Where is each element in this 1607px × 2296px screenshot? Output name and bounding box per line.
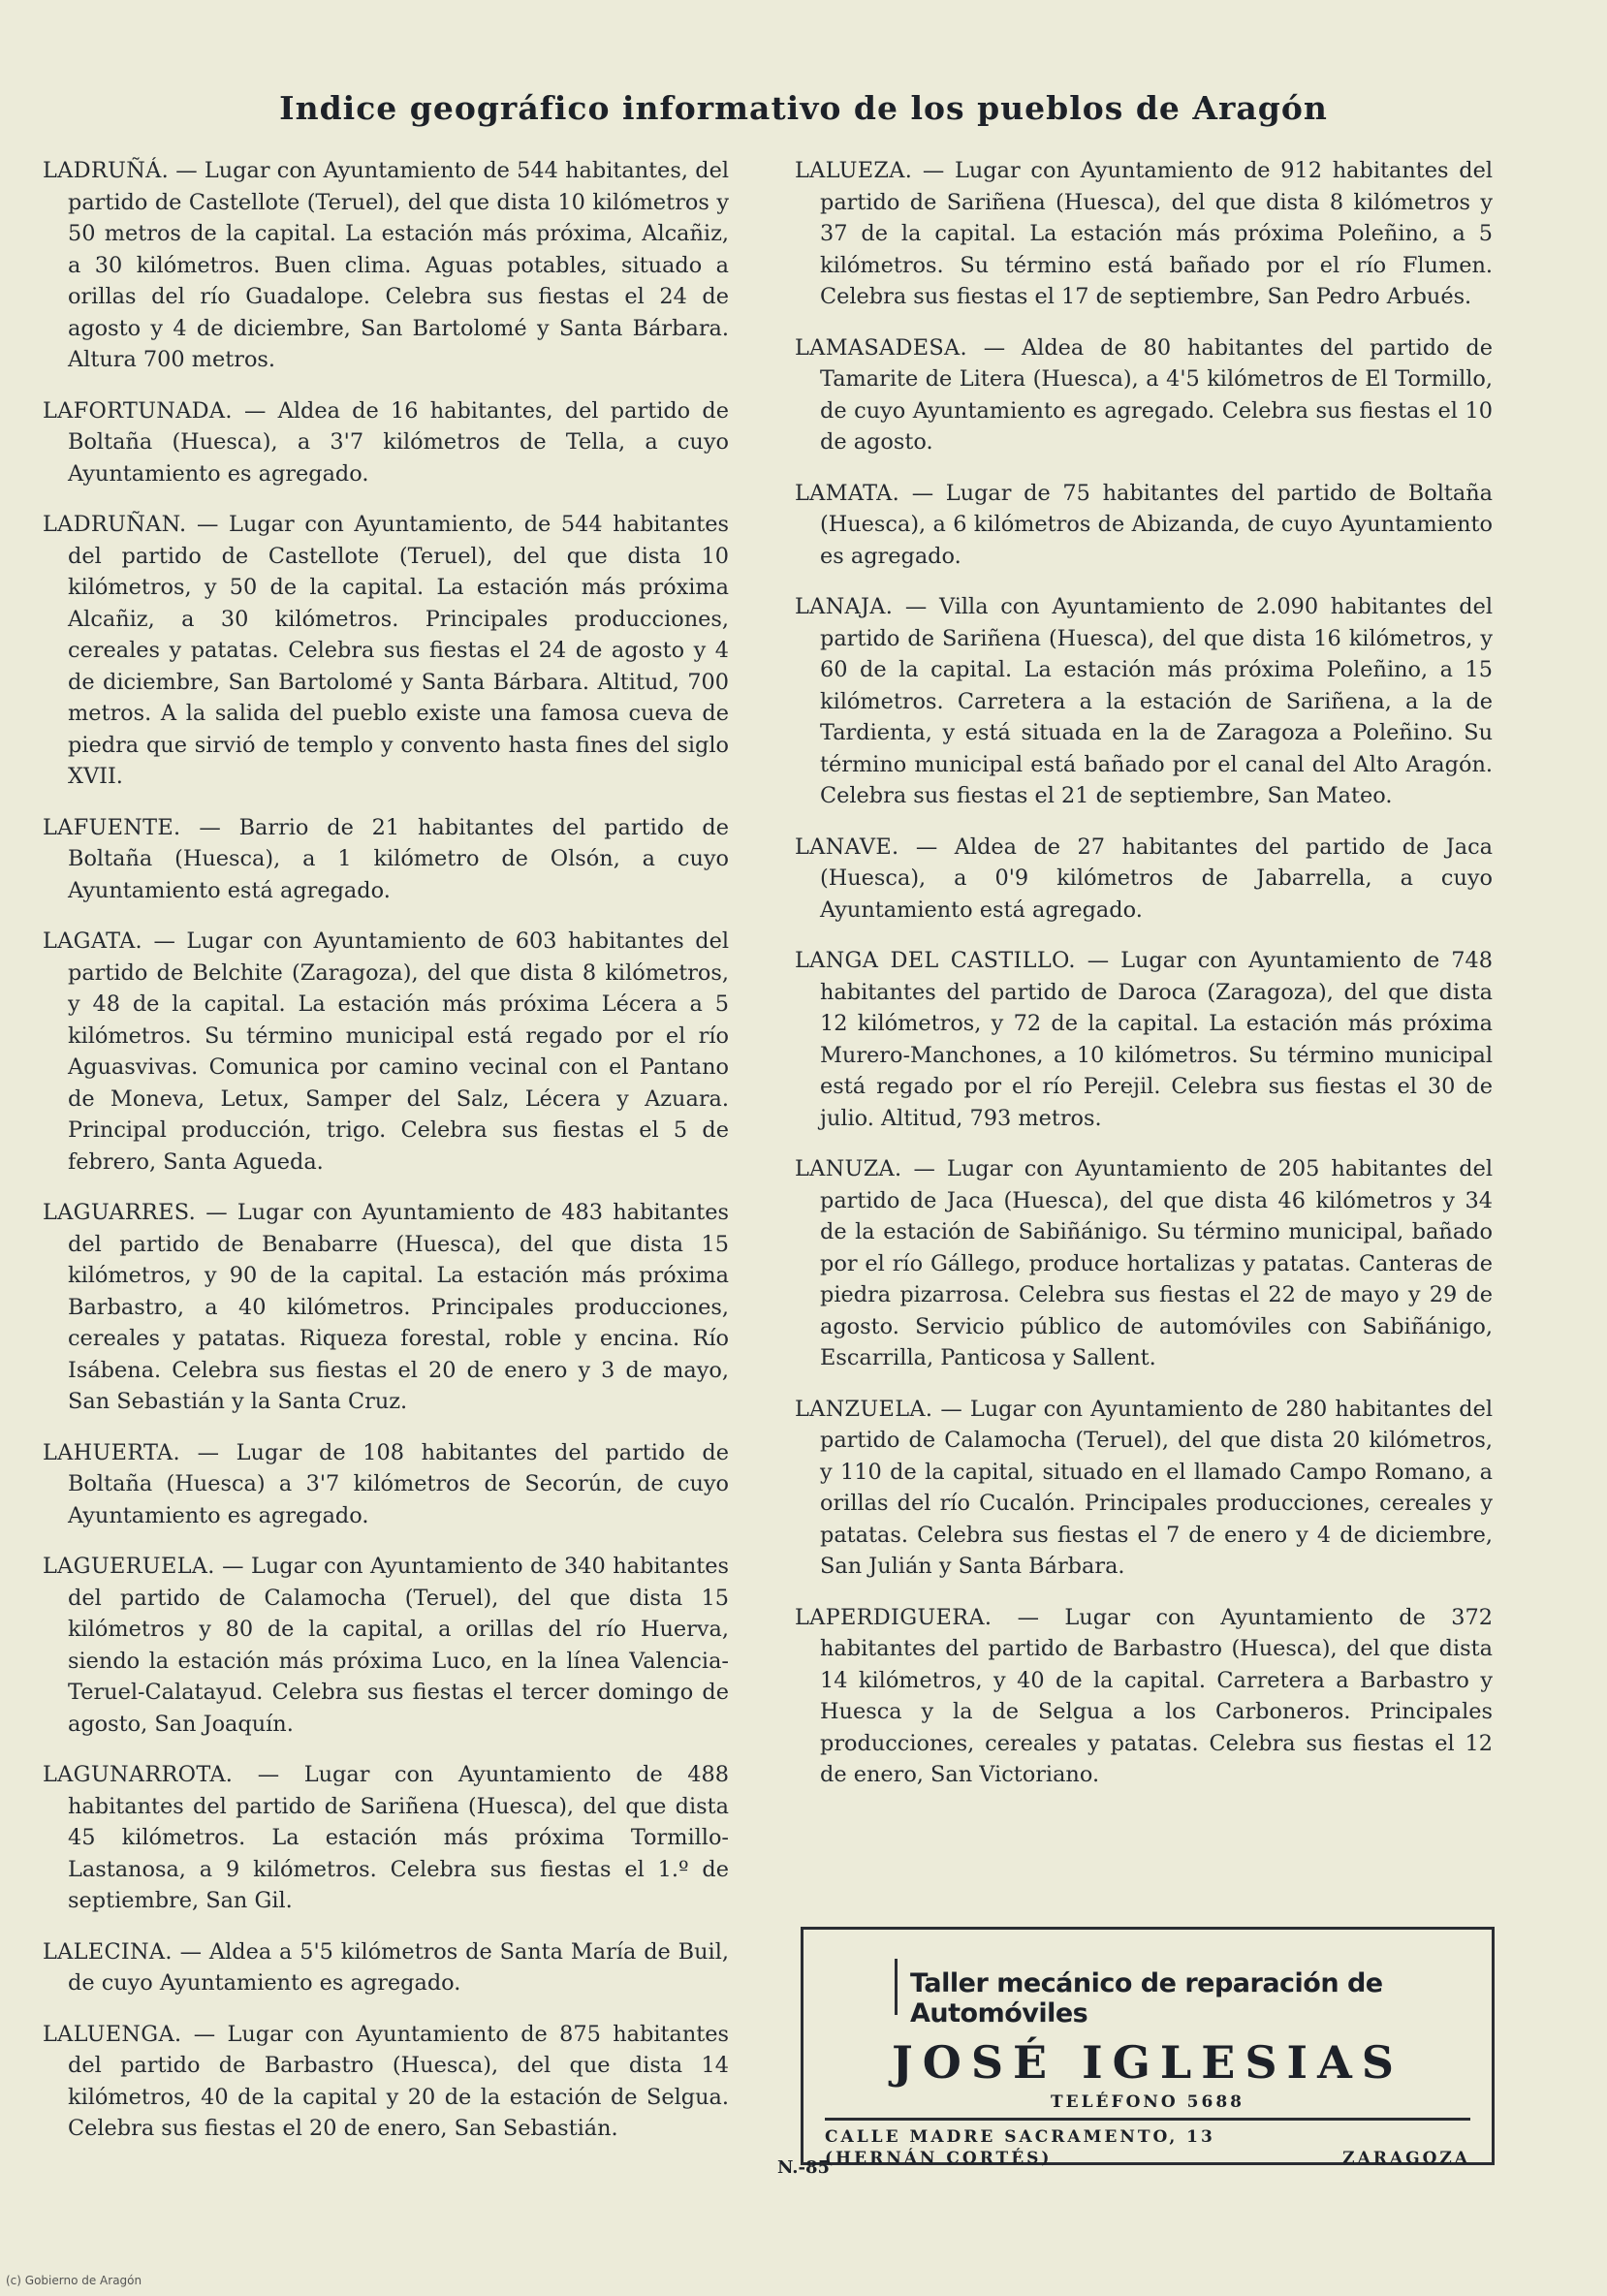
entry-text: Lugar con Ayuntamiento de 544 habitantes, del partido de Castellote (Teruel), del que dista 10 kilómetros y 50 metros de la capital. La estación más próxima, Alcañiz, a 30 kilómetros. Buen clima. Aguas potables, situado a orillas del río Guadalope. Celebra sus fiestas el 24 de agosto y 4 de diciembre, San Bartolomé y Santa Bárbara. Altura 700 metros. [68,158,729,372]
entry-text: Lugar con Ayuntamiento de 488 habitantes del partido de Sariñena (Huesca), del que dista 45 kilómetros. La estación más próxima Tormillo-Lastanosa, a 9 kilómetros. Celebra sus fiestas el 1.º de septiembre, San Gil. [68,1762,729,1913]
entry-lagunarrota: LAGUNARROTA. — Lugar con Ayuntamiento de 488 habitantes del partido de Sariñena (Huesca), del que dista 45 kilómetros. La estación más próxima Tormillo-Lastanosa, a 9 kilómetros. Celebra sus fiestas el 1.º de septiembre, San Gil. [43,1762,729,1913]
entry-name: LANZUELA. [795,1396,933,1422]
ad-divider [825,2118,1470,2121]
entry-name: LAFUENTE. [43,814,181,840]
right-column [795,155,1493,1810]
entry-text: Barrio de 21 habitantes del partido de Boltaña (Huesca), a 1 kilómetro de Olsón, a cuyo Ayuntamiento está agregado. [68,814,729,903]
entry-text: Aldea de 27 habitantes del partido de Jaca (Huesca), a 0'9 kilómetros de Jabarrella, a cuyo Ayuntamiento está agregado. [820,833,1493,923]
entry-name: LANUZA. [795,1156,902,1181]
entry-lalueza: LALUEZA. — Lugar con Ayuntamiento de 912 habitantes del partido de Sariñena (Huesca), del que dista 8 kilómetros y 37 de la capital. La estación más próxima Poleñino, a 5 kilómetros. Su término está bañado por el río Flumen. Celebra sus fiestas el 17 de septiembre, San Pedro Arbués. [795,158,1493,309]
advertisement-box [801,1927,1495,2168]
entry-name: LAFORTUNADA. [43,397,233,424]
entry-lanave: LANAVE. — Aldea de 27 habitantes del partido de Jaca (Huesca), a 0'9 kilómetros de Jabarrella, a cuyo Ayuntamiento está agregado. [795,833,1493,923]
entry-langa-del-castillo: LANGA DEL CASTILLO. — Lugar con Ayuntamiento de 748 habitantes del partido de Daroca (Zaragoza), del que dista 12 kilómetros, y 72 de la capital. La estación más próxima Murero-Manchones, a 10 kilómetros. Su término municipal está regado por el río Perejil. Celebra sus fiestas el 30 de julio. Altitud, 793 metros. [795,948,1493,1131]
entry-name: LAGUNARROTA. [43,1762,234,1787]
entry-lafortunada: LAFORTUNADA. — Aldea de 16 habitantes, del partido de Boltaña (Huesca), a 3'7 kilómetros de Tella, a cuyo Ayuntamiento es agregado. [43,397,729,487]
entry-lagata: LAGATA. — Lugar con Ayuntamiento de 603 habitantes del partido de Belchite (Zaragoza), del que dista 8 kilómetros, y 48 de la capital. La estación más próxima Lécera a 5 kilómetros. Su término municipal está regado por el río Aguasvivas. Comunica por camino vecinal con el Pantano de Moneva, Letux, Samper del Salz, Lécera y Azuara. Principal producción, trigo. Celebra sus fiestas el 5 de febrero, Santa Agueda. [43,928,729,1175]
entry-text: Aldea a 5'5 kilómetros de Santa María de Buil, de cuyo Ayuntamiento es agregado. [68,1938,729,1996]
entry-lanuza: LANUZA. — Lugar con Ayuntamiento de 205 habitantes del partido de Jaca (Huesca), del que dista 46 kilómetros y 34 de la estación de Sabiñánigo. Su término municipal, bañado por el río Gállego, produce hortalizas y patatas. Canteras de piedra pizarrosa. Celebra sus fiestas el 22 de mayo y 29 de agosto. Servicio público de automóviles con Sabiñánigo, Escarrilla, Panticosa y Sallent. [795,1156,1493,1370]
entry-laperdiguera: LAPERDIGUERA. — Lugar con Ayuntamiento de 372 habitantes del partido de Barbastro (Huesca), del que dista 14 kilómetros, y 40 de la capital. Carretera a Barbastro y Huesca y la de Selgua a los Carboneros. Principales producciones, cereales y patatas. Celebra sus fiestas el 12 de enero, San Victoriano. [795,1604,1493,1787]
entry-text: Villa con Ayuntamiento de 2.090 habitantes del partido de Sariñena (Huesca), del que dista 16 kilómetros, y 60 de la capital. La estación más próxima Poleñino, a 15 kilómetros. Carretera a la estación de Sariñena, a la de Tardienta, y está situada en la de Zaragoza a Poleñino. Su término municipal está bañado por el canal del Alto Aragón. Celebra sus fiestas el 21 de septiembre, San Mateo. [820,594,1493,808]
entry-lahuerta: LAHUERTA. — Lugar de 108 habitantes del partido de Boltaña (Huesca) a 3'7 kilómetros de Secorún, de cuyo Ayuntamiento es agregado. [43,1439,729,1528]
entry-lagueruela: LAGUERUELA. — Lugar con Ayuntamiento de 340 habitantes del partido de Calamocha (Teruel), del que dista 15 kilómetros y 80 de la capital, a orillas del río Huerva, siendo la estación más próxima Luco, en la línea Valencia-Teruel-Calatayud. Celebra sus fiestas el tercer domingo de agosto, San Joaquín. [43,1554,729,1737]
entry-name: LADRUÑÁ. [43,158,169,183]
entry-text: Lugar con Ayuntamiento de 603 habitantes del partido de Belchite (Zaragoza), del que dista 8 kilómetros, y 48 de la capital. La estación más próxima Lécera a 5 kilómetros. Su término municipal está regado por el río Aguasvivas. Comunica por camino vecinal con el Pantano de Moneva, Letux, Samper del Salz, Lécera y Azuara. Principal producción, trigo. Celebra sus fiestas el 5 de febrero, Santa Agueda. [68,928,729,1175]
page-number: N.-85 [776,2157,831,2178]
entry-lafuente: LAFUENTE. — Barrio de 21 habitantes del partido de Boltaña (Huesca), a 1 kilómetro de Olsón, a cuyo Ayuntamiento está agregado. [43,814,729,903]
entry-lalecina: LALECINA. — Aldea a 5'5 kilómetros de Santa María de Buil, de cuyo Ayuntamiento es agregado. [43,1938,729,1996]
entry-text: Lugar con Ayuntamiento, de 544 habitantes del partido de Castellote (Teruel), del que dista 10 kilómetros, y 50 de la capital. La estación más próxima Alcañiz, a 30 kilómetros. Principales producciones, cereales y patatas. Celebra sus fiestas el 24 de agosto y 4 de diciembre, San Bartolomé y Santa Bárbara. Altitud, 700 metros. A la salida del pueblo existe una famosa cueva de piedra que sirvió de templo y convento hasta fines del siglo XVII. [68,512,729,789]
entry-text: Lugar con Ayuntamiento de 748 habitantes del partido de Daroca (Zaragoza), del que dista 12 kilómetros, y 72 de la capital. La estación más próxima Murero-Manchones, a 10 kilómetros. Su término municipal está regado por el río Perejil. Celebra sus fiestas el 30 de julio. Altitud, 793 metros. [820,948,1493,1131]
entry-name: LAGUERUELA. [43,1554,215,1579]
entry-name: LAMASADESA. [795,334,967,361]
entry-ladrunan: LADRUÑAN. — Lugar con Ayuntamiento, de 544 habitantes del partido de Castellote (Teruel), del que dista 10 kilómetros, y 50 de la capital. La estación más próxima Alcañiz, a 30 kilómetros. Principales producciones, cereales y patatas. Celebra sus fiestas el 24 de agosto y 4 de diciembre, San Bartolomé y Santa Bárbara. Altitud, 700 metros. A la salida del pueblo existe una famosa cueva de piedra que sirvió de templo y convento hasta fines del siglo XVII. [43,512,729,789]
entry-name: LANAVE. [795,833,899,860]
entry-ladruna: LADRUÑÁ. — Lugar con Ayuntamiento de 544 habitantes, del partido de Castellote (Teruel), del que dista 10 kilómetros y 50 metros de la capital. La estación más próxima, Alcañiz, a 30 kilómetros. Buen clima. Aguas potables, situado a orillas del río Guadalope. Celebra sus fiestas el 24 de agosto y 4 de diciembre, San Bartolomé y Santa Bárbara. Altura 700 metros. [43,158,729,372]
page-title: Indice geográfico informativo de los pueblos de Aragón [279,89,1328,127]
entry-name: LAGUARRES. [43,1200,196,1225]
entry-text: Aldea de 80 habitantes del partido de Tamarite de Litera (Huesca), a 4'5 kilómetros de El Tormillo, de cuyo Ayuntamiento es agregado. Celebra sus fiestas el 10 de agosto. [820,334,1493,455]
ad-divider [895,1959,898,2015]
entry-text: Lugar con Ayuntamiento de 205 habitantes del partido de Jaca (Huesca), del que dista 46 kilómetros y 34 de la estación de Sabiñánigo. Su término municipal, bañado por el río Gállego, produce hortalizas y patatas. Canteras de piedra pizarrosa. Celebra sus fiestas el 22 de mayo y 29 de agosto. Servicio público de automóviles con Sabiñánigo, Escarrilla, Panticosa y Sallent. [820,1156,1493,1370]
entry-name: LALECINA. [43,1938,173,1965]
entry-text: Lugar con Ayuntamiento de 875 habitantes del partido de Barbastro (Huesca), del que dista 14 kilómetros, 40 de la capital y 20 de la estación de Selgua. Celebra sus fiestas el 20 de enero, San Sebastián. [68,2021,729,2141]
entry-lamata: LAMATA. — Lugar de 75 habitantes del partido de Boltaña (Huesca), a 6 kilómetros de Abizanda, de cuyo Ayuntamiento es agregado. [795,480,1493,569]
ad-city: ZARAGOZA [1342,2149,1470,2168]
ad-business-name: JOSÉ IGLESIAS [892,2036,1403,2089]
entry-name: LALUENGA. [43,2021,182,2047]
entry-name: LAHUERTA. [43,1439,180,1465]
entry-name: LAGATA. [43,928,142,954]
entry-text: Aldea de 16 habitantes, del partido de Boltaña (Huesca), a 3'7 kilómetros de Tella, a cuyo Ayuntamiento es agregado. [68,397,729,487]
entry-text: Lugar con Ayuntamiento de 912 habitantes del partido de Sariñena (Huesca), del que dista 8 kilómetros y 37 de la capital. La estación más próxima Poleñino, a 5 kilómetros. Su término está bañado por el río Flumen. Celebra sus fiestas el 17 de septiembre, San Pedro Arbués. [820,158,1493,309]
entry-laluenga: LALUENGA. — Lugar con Ayuntamiento de 875 habitantes del partido de Barbastro (Huesca), del que dista 14 kilómetros, 40 de la capital y 20 de la estación de Selgua. Celebra sus fiestas el 20 de enero, San Sebastián. [43,2021,729,2141]
entry-text: Lugar con Ayuntamiento de 280 habitantes del partido de Calamocha (Teruel), del que dista 20 kilómetros, y 110 de la capital, situado en el llamado Campo Romano, a orillas del río Cucalón. Principales producciones, cereales y patatas. Celebra sus fiestas el 7 de enero y 4 de diciembre, San Julián y Santa Bárbara. [820,1396,1493,1579]
entry-text: Lugar con Ayuntamiento de 340 habitantes del partido de Calamocha (Teruel), del que dista 15 kilómetros y 80 de la capital, a orillas del río Huerva, siendo la estación más próxima Luco, en la línea Valencia-Teruel-Calatayud. Celebra sus fiestas el tercer domingo de agosto, San Joaquín. [68,1554,729,1737]
entry-name: LAMATA. [795,480,900,506]
entry-name: LANAJA. [795,594,894,619]
ad-tagline: Taller mecánico de reparación de Automóviles [910,1968,1383,2029]
entry-name: LADRUÑAN. [43,512,187,537]
entry-text: Lugar con Ayuntamiento de 372 habitantes del partido de Barbastro (Huesca), del que dista 14 kilómetros, y 40 de la capital. Carretera a Barbastro y Huesca y la de Selgua a los Carboneros. Principales producciones, cereales y patatas. Celebra sus fiestas el 12 de enero, San Victoriano. [820,1604,1493,1787]
ad-phone: TELÉFONO 5688 [1051,2092,1245,2112]
ad-street-note: (HERNÁN CORTÉS) [825,2149,1053,2168]
entry-lamasadesa: LAMASADESA. — Aldea de 80 habitantes del partido de Tamarite de Litera (Huesca), a 4'5 kilómetros de El Tormillo, de cuyo Ayuntamiento es agregado. Celebra sus fiestas el 10 de agosto. [795,334,1493,455]
entry-text: Lugar de 75 habitantes del partido de Boltaña (Huesca), a 6 kilómetros de Abizanda, de cuyo Ayuntamiento es agregado. [820,480,1493,569]
copyright-notice: (c) Gobierno de Aragón [6,2274,142,2287]
entry-lanaja: LANAJA. — Villa con Ayuntamiento de 2.090 habitantes del partido de Sariñena (Huesca), del que dista 16 kilómetros, y 60 de la capital. La estación más próxima Poleñino, a 15 kilómetros. Carretera a la estación de Sariñena, a la de Tardienta, y está situada en la de Zaragoza a Poleñino. Su término municipal está bañado por el canal del Alto Aragón. Celebra sus fiestas el 21 de septiembre, San Mateo. [795,594,1493,808]
entry-name: LANGA DEL CASTILLO. [795,948,1076,973]
entry-lanzuela: LANZUELA. — Lugar con Ayuntamiento de 280 habitantes del partido de Calamocha (Teruel), del que dista 20 kilómetros, y 110 de la capital, situado en el llamado Campo Romano, a orillas del río Cucalón. Principales producciones, cereales y patatas. Celebra sus fiestas el 7 de enero y 4 de diciembre, San Julián y Santa Bárbara. [795,1396,1493,1579]
ad-street: CALLE MADRE SACRAMENTO, 13 [825,2127,1215,2147]
entry-name: LAPERDIGUERA. [795,1604,993,1630]
entry-text: Lugar de 108 habitantes del partido de Boltaña (Huesca) a 3'7 kilómetros de Secorún, de cuyo Ayuntamiento es agregado. [68,1439,729,1528]
entry-name: LALUEZA. [795,158,913,183]
entry-laguarres: LAGUARRES. — Lugar con Ayuntamiento de 483 habitantes del partido de Benabarre (Huesca), del que dista 15 kilómetros, y 90 de la capital. La estación más próxima Barbastro, a 40 kilómetros. Principales producciones, cereales y patatas. Riqueza forestal, roble y encina. Río Isábena. Celebra sus fiestas el 20 de enero y 3 de mayo, San Sebastián y la Santa Cruz. [43,1200,729,1414]
entry-text: Lugar con Ayuntamiento de 483 habitantes del partido de Benabarre (Huesca), del que dista 15 kilómetros, y 90 de la capital. La estación más próxima Barbastro, a 40 kilómetros. Principales producciones, cereales y patatas. Riqueza forestal, roble y encina. Río Isábena. Celebra sus fiestas el 20 de enero y 3 de mayo, San Sebastián y la Santa Cruz. [68,1200,729,1414]
left-column [43,155,729,2164]
